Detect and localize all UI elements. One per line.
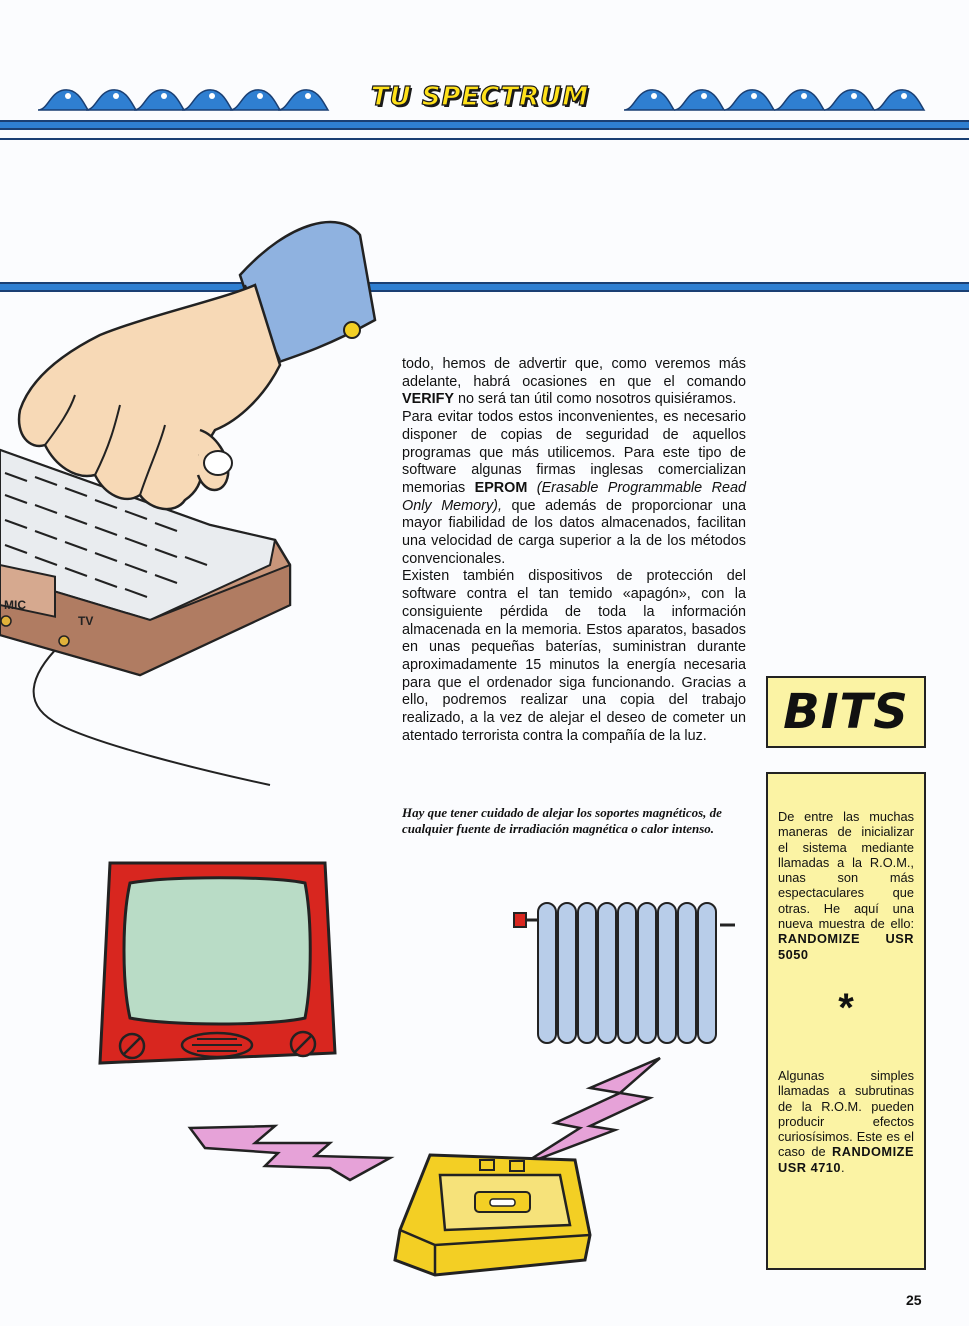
asterisk-separator: * — [838, 985, 854, 1030]
radiator-fin — [678, 903, 696, 1043]
header-wave-highlight — [209, 93, 215, 99]
tv-illustration — [100, 858, 340, 1088]
paragraph-1: todo, hemos de advertir que, como veremos más adelante, habrá ocasiones en que el comando VERIFY no será tan útil como nosotros quisiéramos. — [402, 356, 746, 408]
eprom-expansion: (Erasable Programmable Read Only Memory), — [402, 479, 746, 514]
header-wave — [774, 90, 824, 110]
article-body — [402, 356, 746, 745]
header-wave — [86, 90, 136, 110]
header-wave — [874, 90, 924, 110]
bits-tip-1: De entre las muchas maneras de inicializar el sistema mediante llamadas a la R.O.M., unas son más espectaculares que otras. He aquí una nueva muestra de ello: RANDOMIZE USR 5050 — [778, 809, 914, 962]
header-wave-highlight — [801, 93, 807, 99]
header-wave-highlight — [701, 93, 707, 99]
cassette-recorder-illustration — [395, 1150, 595, 1280]
header-wave-highlight — [65, 93, 71, 99]
page-number: 25 — [906, 1292, 922, 1308]
header-wave — [230, 90, 280, 110]
header-wave — [824, 90, 874, 110]
bits-title-box — [766, 676, 926, 748]
header-wave — [278, 90, 328, 110]
header-wave — [674, 90, 724, 110]
header-rule — [0, 120, 969, 130]
image-caption: Hay que tener cuidado de alejar los soportes magnéticos, de cualquier fuente de irradiación magnética o calor intenso. — [402, 805, 722, 836]
radiator-fin — [578, 903, 596, 1043]
eprom-term: EPROM — [474, 479, 528, 496]
header-wave-highlight — [851, 93, 857, 99]
radiator-fin — [658, 903, 676, 1043]
radiator-illustration — [510, 895, 740, 1065]
radiator-fin — [618, 903, 636, 1043]
bits-tip-2: Algunas simples llamadas a subrutinas de la R.O.M. pueden producir efectos curiosísimos. Este es el caso de RANDOMIZE USR 4710. — [778, 1067, 914, 1175]
verify-command: VERIFY — [402, 391, 454, 408]
paragraph-2: Para evitar todos estos inconvenientes, es necesario disponer de copias de seguridad de aquellos programas que más utilicemos. Para este tipo de software algunas firmas inglesas comercializan memorias EPROM (Erasable Programmable Read Only Memory), que además de proporcionar una mayor fiabilidad de los datos almacenados, facilitan una velocidad de carga superior a la de los métodos convencionales. — [402, 409, 746, 567]
header-wave-highlight — [257, 93, 263, 99]
radiator-fin — [558, 903, 576, 1043]
bits-command-1: RANDOMIZE USR 5050 — [778, 931, 914, 962]
header-wave-highlight — [901, 93, 907, 99]
lightning-bolt-left — [190, 1108, 395, 1180]
header-wave-highlight — [751, 93, 757, 99]
header-wave — [724, 90, 774, 110]
paragraph-3: Existen también dispositivos de protección del software contra el tan temido «apagón», con la consiguiente pérdida de toda la información almacenada en la memoria. Estos aparatos, basados en unas pequeñas baterías, suministran durante aproximadamente 15 minutos la energía necesaria para que el ordenador siga funcionando. Gracias a ello, podremos realizar una copia del trabajo realizado, a la vez de alejar el deseo de cometer un atentado terrorista contra la compañía de la luz. — [402, 568, 746, 744]
header-wave — [38, 90, 88, 110]
mic-label: MIC — [4, 598, 26, 612]
header-wave-highlight — [161, 93, 167, 99]
radiator-fin — [538, 903, 556, 1043]
radiator-fin — [598, 903, 616, 1043]
keyboard-hand-illustration — [0, 205, 380, 795]
header-wave — [182, 90, 232, 110]
header-wave-highlight — [305, 93, 311, 99]
bits-command-2: RANDOMIZE USR 4710 — [778, 1144, 914, 1175]
header-wave-highlight — [113, 93, 119, 99]
section-title: TU SPECTRUM — [370, 82, 590, 112]
bits-sidebar — [766, 772, 926, 1270]
bits-title: BITS — [783, 684, 909, 740]
tv-label: TV — [78, 614, 94, 628]
header-wave — [624, 90, 674, 110]
header-wave — [134, 90, 184, 110]
radiator-fin — [638, 903, 656, 1043]
header-rule-thin — [0, 138, 969, 140]
radiator-fin — [698, 903, 716, 1043]
header-wave-highlight — [651, 93, 657, 99]
